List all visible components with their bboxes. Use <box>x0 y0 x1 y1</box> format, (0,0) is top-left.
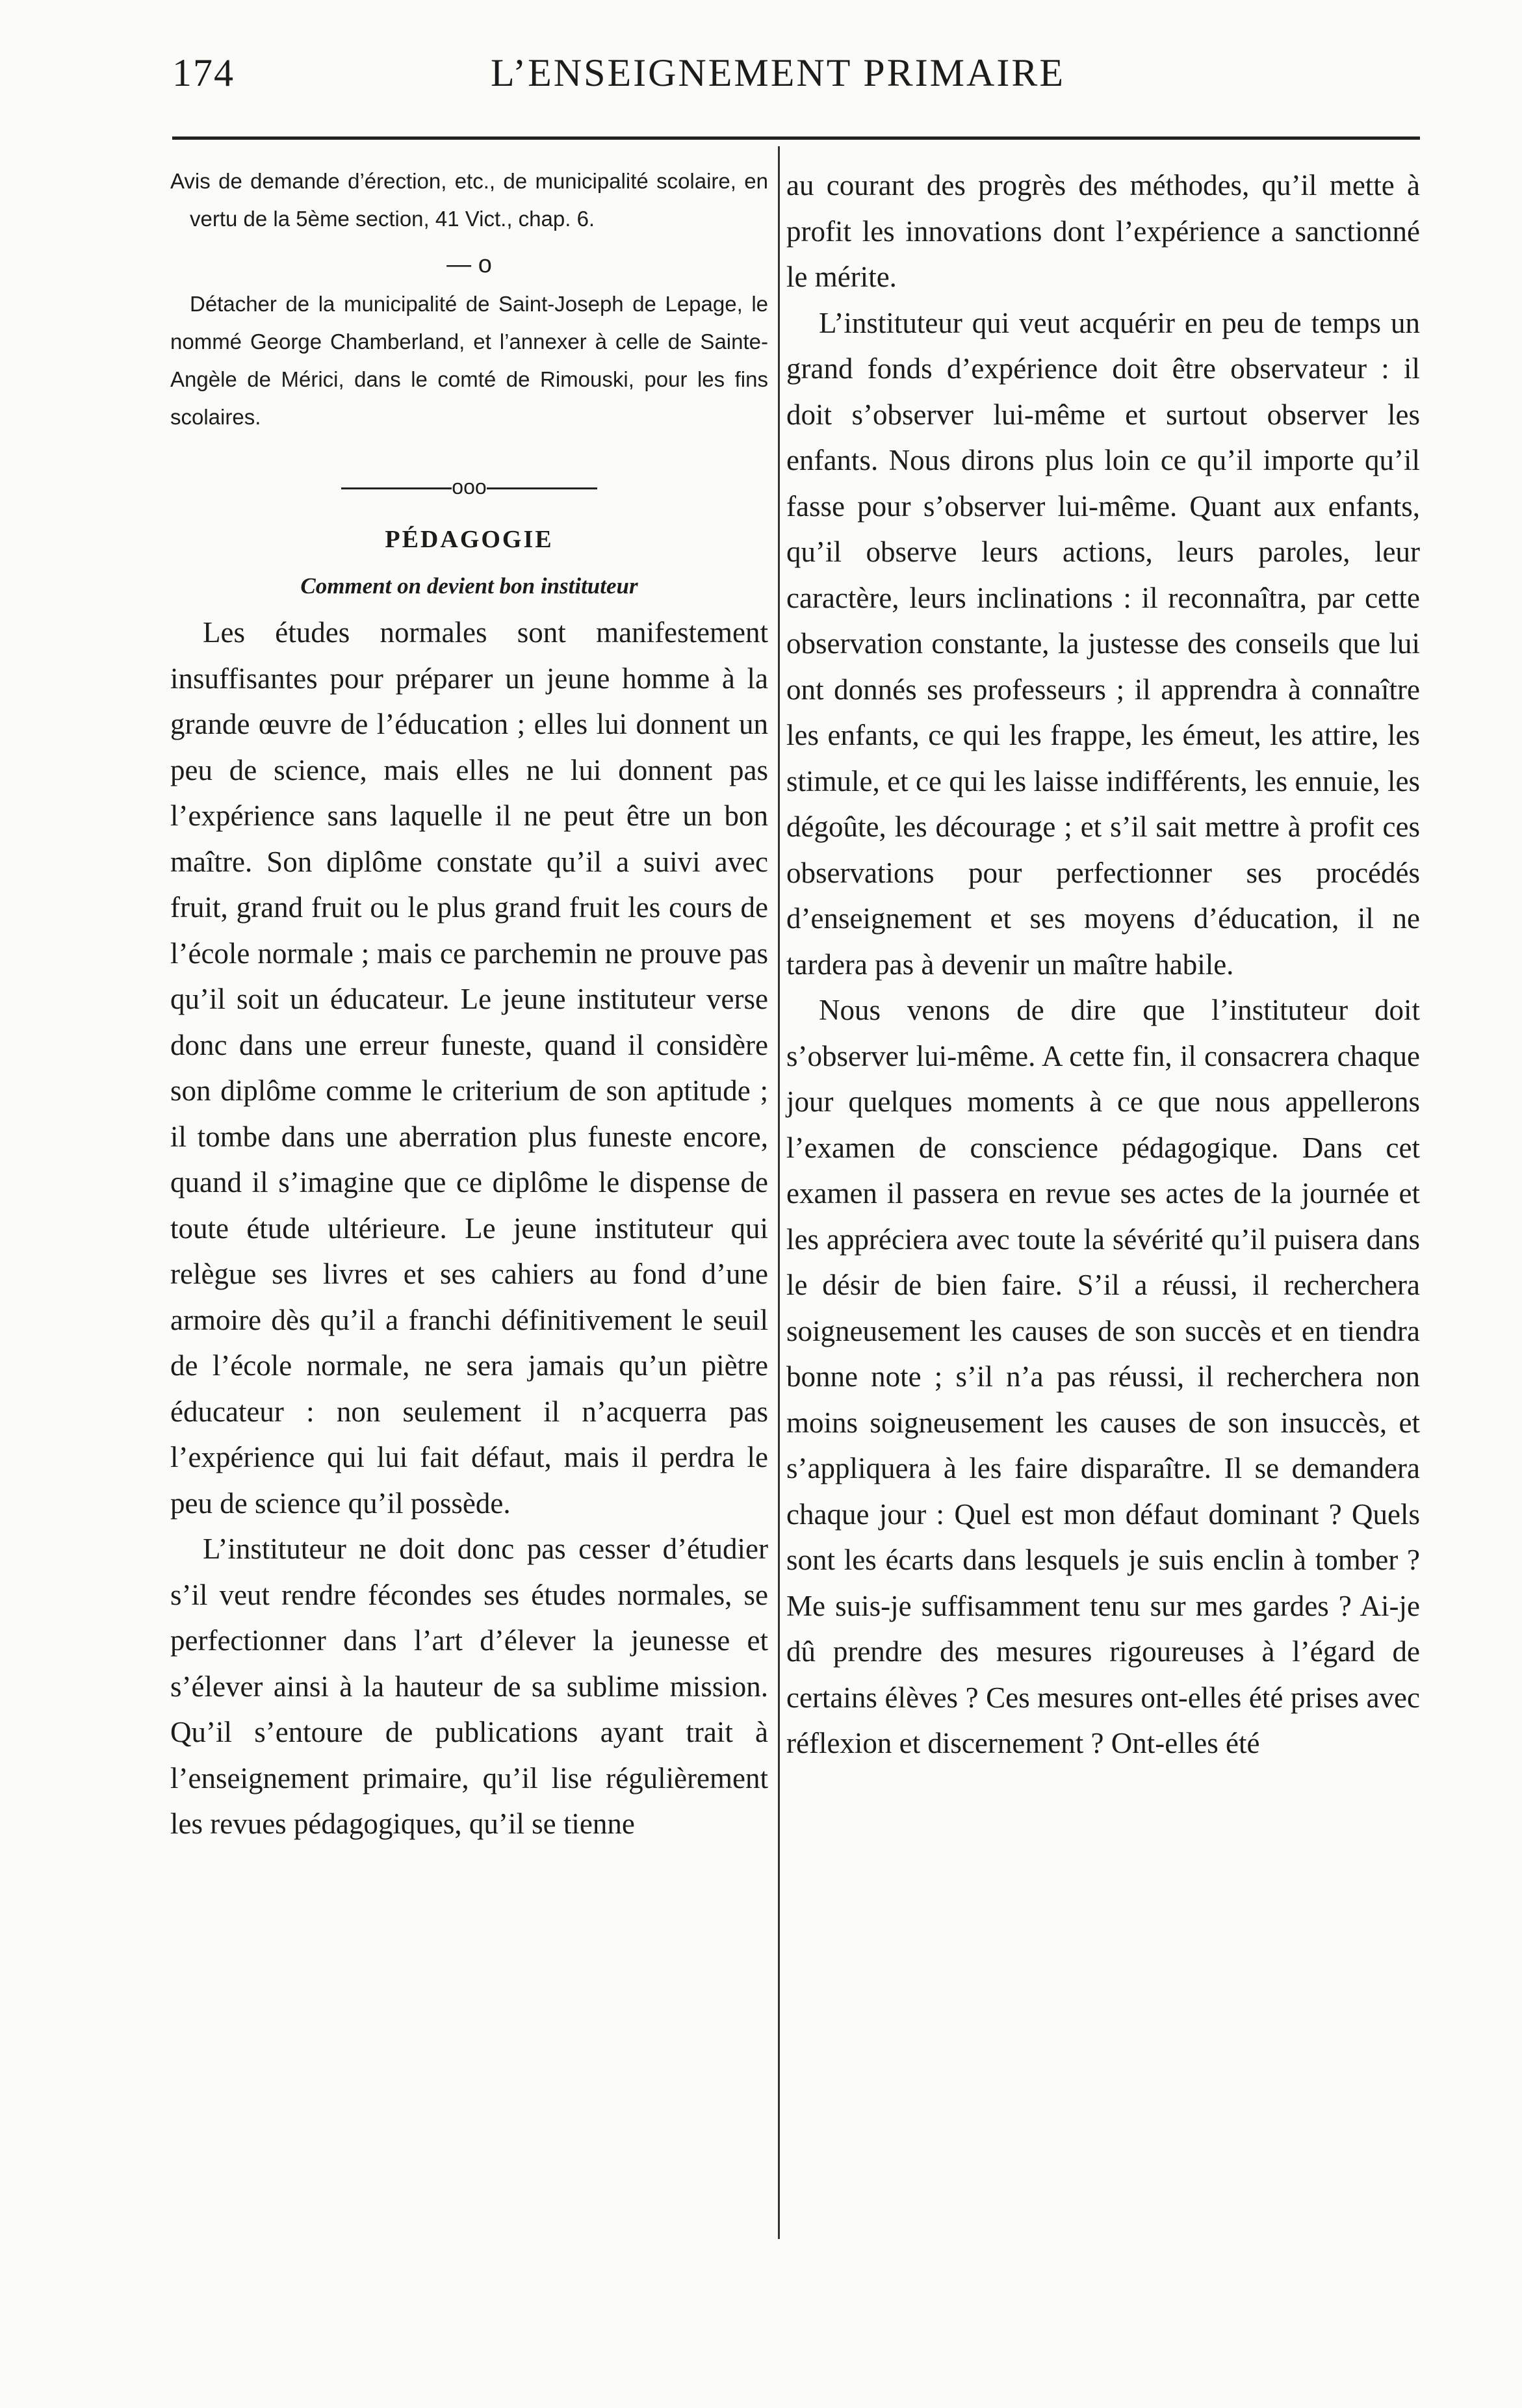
header-rule <box>172 136 1420 140</box>
right-column <box>786 162 1420 1767</box>
notice-erection: Avis de demande d’érection, etc., de municipalité scolaire, en vertu de la 5ème section, 41 Vict., chap. 6. <box>170 169 768 231</box>
paragraph: L’instituteur ne doit donc pas cesser d’étudier s’il veut rendre fécondes ses études normales, se perfectionner dans l’art d’élever la jeunesse et s’élever ainsi à la hauteur de sa sublime mission. Qu’il s’entoure de publications ayant trait à l’enseignement primaire, qu’il lise régulièrement les revues pédagogiques, qu’il se tienne <box>170 1533 768 1840</box>
section-heading: PÉDAGOGIE <box>385 526 554 553</box>
separator: — o <box>446 251 492 278</box>
left-column <box>170 162 768 1847</box>
separator-line-left <box>341 487 452 489</box>
column-divider <box>778 146 780 2239</box>
article-title: Comment on devient bon instituteur <box>300 573 638 599</box>
paragraph: Les études normales sont manifestement insuffisantes pour préparer un jeune homme à la grande œuvre de l’éducation ; elles lui donnent un peu de science, mais elles ne lui donnent pas l’expérience sans laquelle il ne peut être un bon maître. Son diplôme constate qu’il a suivi avec fruit, grand fruit ou le plus grand fruit les cours de l’école normale ; mais ce parchemin ne prouve pas qu’il soit un éducateur. Le jeune instituteur verse donc dans une erreur funeste, quand il considère son diplôme comme le criterium de son aptitude ; il tombe dans une aberration plus funeste encore, quand il s’imagine que ce diplôme le dispense de toute étude ultérieure. Le jeune instituteur qui relègue ses livres et ses cahiers au fond d’une armoire dès qu’il a franchi définitivement le seuil de l’école normale, ne sera jamais qu’un piètre éducateur : non seulement il n’acquerra pas l’expérience qui lui fait défaut, mais il perdra le peu de science qu’il possède. <box>170 616 768 1520</box>
running-title: L’ENSEIGNEMENT PRIMAIRE <box>491 51 1066 94</box>
paragraph: Nous venons de dire que l’instituteur doit s’observer lui-même. A cette fin, il consacrera chaque jour quelques moments à ce que nous appellerons l’examen de conscience pédagogique. Dans cet examen il passera en revue ses actes de la journée et les appréciera avec toute la sévérité qu’il puisera dans le désir de bien faire. S’il a réussi, il recherchera soigneusement les causes de son succès et en tiendra bonne note ; s’il n’a pas réussi, il recherchera non moins soigneusement les causes de son insuccès, et s’appliquera à les faire disparaître. Il se demandera chaque jour : Quel est mon défaut dominant ? Quels sont les écarts dans lesquels je suis enclin à tomber ? Me suis-je suffisamment tenu sur mes gardes ? Ai-je dû prendre des mesures rigoureuses à l’égard de certains élèves ? Ces mesures ont-elles été prises avec réflexion et discernement ? Ont-elles été <box>786 994 1420 1759</box>
separator-line-right <box>487 487 597 489</box>
paragraph: L’instituteur qui veut acquérir en peu de temps un grand fonds d’expérience doit être observateur : il doit s’observer lui-même et surtout observer les enfants. Nous dirons plus loin ce qu’il importe qu’il fasse pour s’observer lui-même. Quant aux enfants, qu’il observe leurs actions, leurs paroles, leur caractère, leurs inclinations : il reconnaîtra, par cette observation constante, la justesse des conseils que lui ont donnés ses professeurs ; il apprendra à connaître les enfants, ce qui les frappe, les émeut, les attire, les stimule, et ce qui les laisse indifférents, les ennuie, les dégoûte, les décourage ; et s’il sait mettre à profit ces observations pour perfectionner ses procédés d’enseignement et ses moyens d’éducation, il ne tardera pas à devenir un maître habile. <box>786 306 1420 981</box>
notice-detachment: Détacher de la municipalité de Saint-Joseph de Lepage, le nommé George Chamberland, et l’annexer à celle de Sainte-Angèle de Mérici, dans le comté de Rimouski, pour les fins scolaires. <box>170 292 768 429</box>
paragraph: au courant des progrès des méthodes, qu’il mette à profit les innovations dont l’expérience a sanctionné le mérite. <box>786 169 1420 293</box>
section-separator <box>170 475 768 499</box>
separator-ooo: ooo <box>452 475 487 498</box>
page-number: 174 <box>172 51 235 94</box>
page-header <box>172 51 1420 103</box>
